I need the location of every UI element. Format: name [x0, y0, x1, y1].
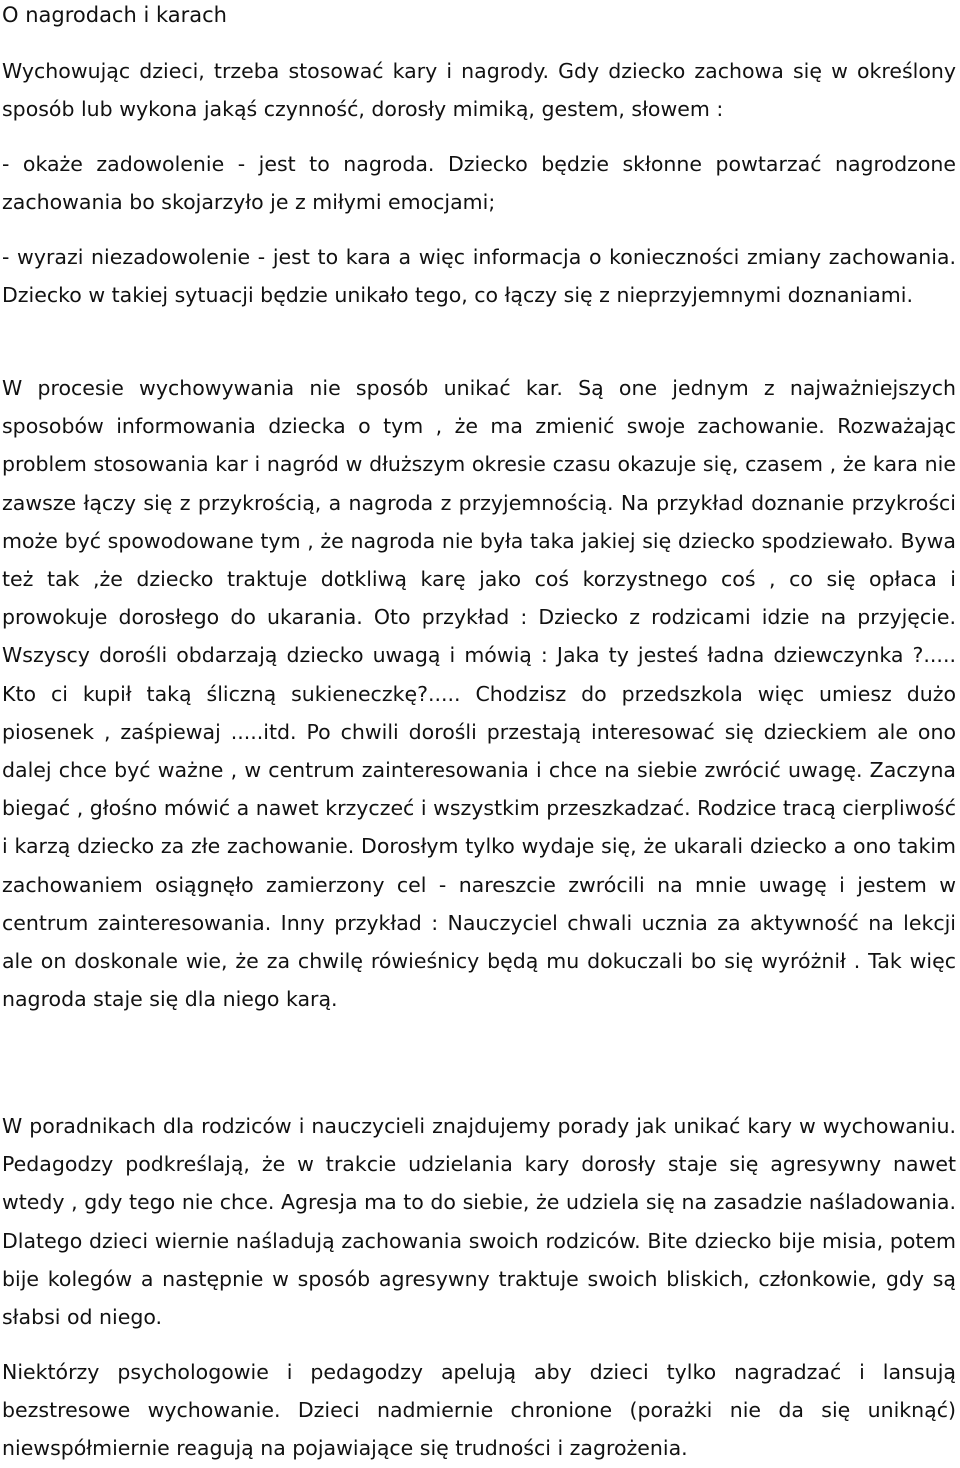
document-title: O nagrodach i karach — [2, 3, 227, 27]
paragraph-reward: - okaże zadowolenie - jest to nagroda. Dziecko będzie skłonne powtarzać nagrodzone zachowania bo skojarzyło je z miłymi emocjami; — [2, 152, 956, 215]
paragraph-stressless: Niektórzy psychologowie i pedagodzy apelują aby dzieci tylko nagradzać i lansują bezstresowe wychowanie. Dzieci nadmiernie chronione (porażki nie da się uniknąć) niewspółmiernie reagują na pojawiające się trudności i zagrożenia. — [2, 1360, 956, 1461]
paragraph-examples: W procesie wychowywania nie sposób unikać kar. Są one jednym z najważniejszych sposobów informowania dziecka o tym , że ma zmienić swoje zachowanie. Rozważając problem stosowania kar i nagród w dłuższym okresie czasu okazuje się, czasem , że kara nie zawsze łączy się z przykrością, a nagroda z przyjemnością. Na przykład doznanie przykrości może być spowodowane tym , że nagroda nie była taka jakiej się dziecko spodziewało. Bywa też tak ,że dziecko traktuje dotkliwą karę jako coś korzystnego coś , co się opłaca i prowokuje dorosłego do ukarania. Oto przykład : Dziecko z rodzicami idzie na przyjęcie. Wszyscy dorośli obdarzają dziecko uwagą i mówią : Jaka ty jesteś ładna dziewczynka ?..... Kto ci kupił taką śliczną sukieneczkę?..... Chodzisz do przedszkola więc umiesz dużo piosenek , zaśpiewaj .....itd. Po chwili dorośli przestają interesować się dzieckiem ale ono dalej chce być ważne , w centrum zainteresowania i chce na siebie zwrócić uwagę. Zaczyna biegać , głośno mówić a nawet krzyczeć i wszystkim przeszkadzać. Rodzice tracą cierpliwość i karzą dziecko za złe zachowanie. Dorosłym tylko wydaje się, że ukarali dziecko a ono takim zachowaniem osiągnęło zamierzony cel - nareszcie zwrócili na mnie uwagę i jestem w centrum zainteresowania. Inny przykład : Nauczyciel chwali ucznia za aktywność na lekcji ale on doskonale wie, że za chwilę rówieśnicy będą mu dokuczali bo się wyróżnił . Tak więc nagroda staje się dla niego karą. — [2, 376, 956, 1012]
paragraph-punishment: - wyrazi niezadowolenie - jest to kara a więc informacja o konieczności zmiany zachowania. Dziecko w takiej sytuacji będzie unikało tego, co łączy się z nieprzyjemnymi doznaniami. — [2, 245, 956, 308]
paragraph-guides: W poradnikach dla rodziców i nauczycieli znajdujemy porady jak unikać kary w wychowaniu. Pedagodzy podkreślają, że w trakcie udzielania kary dorosły staje się agresywny nawet wtedy , gdy tego nie chce. Agresja ma to do siebie, że udziela się na zasadzie naśladowania. Dlatego dzieci wiernie naśladują zachowania swoich rodziców. Bite dziecko bije misia, potem bije kolegów a następnie w sposób agresywny traktuje swoich bliskich, członkowie, gdy są słabsi od niego. — [2, 1114, 956, 1330]
paragraph-intro: Wychowując dzieci, trzeba stosować kary i nagrody. Gdy dziecko zachowa się w określony sposób lub wykona jakąś czynność, dorosły mimiką, gestem, słowem : — [2, 59, 956, 122]
